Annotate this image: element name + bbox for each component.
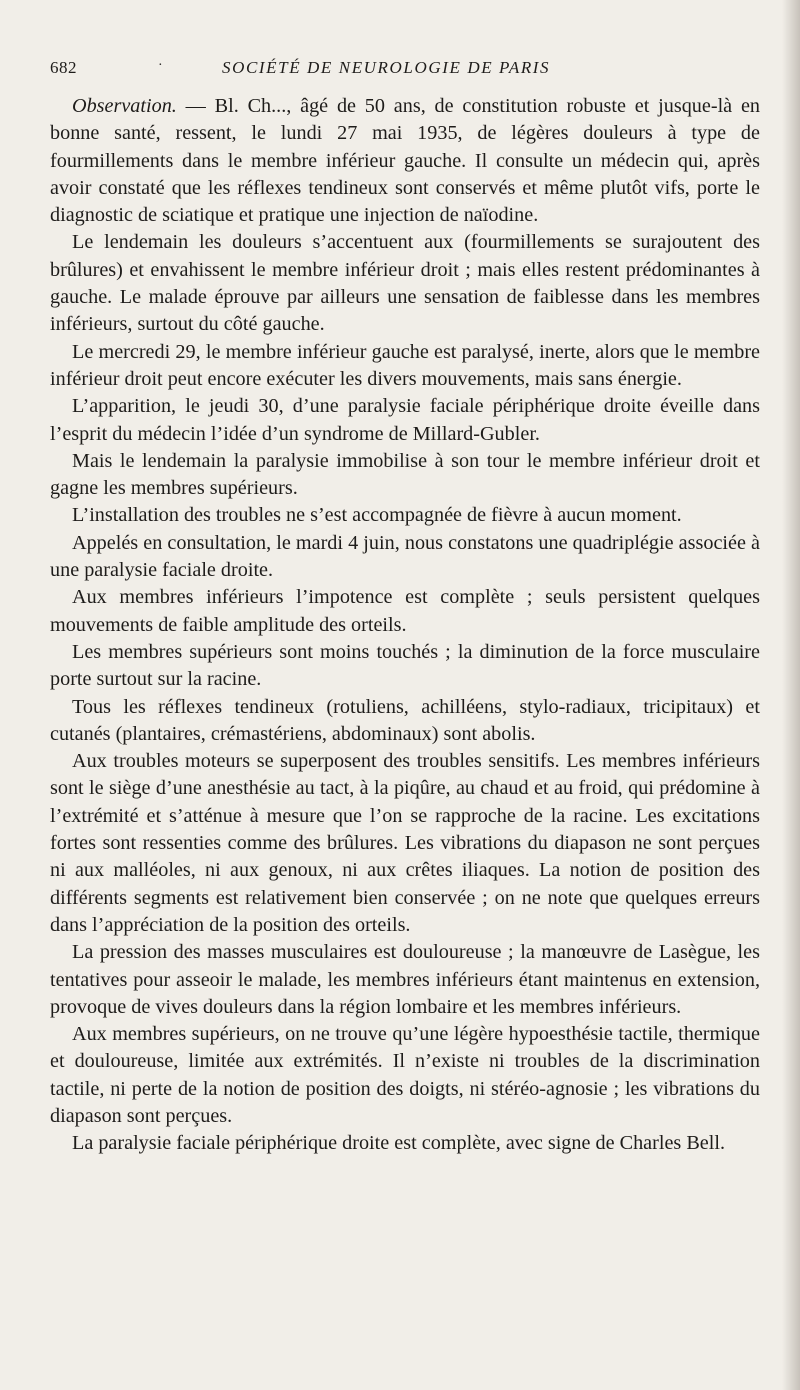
paragraph [50, 339, 760, 394]
paragraph [50, 584, 760, 639]
paragraph [50, 393, 760, 448]
paragraph [50, 748, 760, 939]
paragraph-text: Aux membres supérieurs, on ne trouve qu’une légère hypoesthésie tactile, thermique et douloureuse, limitée aux extrémités. Il n’existe ni troubles de la discrimination tactile, ni perte de la notion de position des doigts, ni stéréo-agnosie ; les vibrations du diapason sont perçues. [50, 1023, 760, 1127]
paragraph-text: — Bl. Ch..., âgé de 50 ans, de constitution robuste et jusque-là en bonne santé, ressent, le lundi 27 mai 1935, de légères douleurs à type de fourmillements dans le membre inférieur gauche. Il consulte un médecin qui, après avoir constaté que les réflexes tendineux sont conservés et même plutôt vifs, porte le diagnostic de sciatique et pratique une injection de naïodine. [50, 95, 760, 227]
paragraph-text: Le mercredi 29, le membre inférieur gauche est paralysé, inerte, alors que le membre inférieur droit peut encore exécuter les divers mouvements, mais sans énergie. [50, 340, 760, 390]
paragraph-observation [50, 93, 760, 229]
paragraph-text: Aux troubles moteurs se superposent des troubles sensitifs. Les membres inférieurs sont le siège d’une anesthésie au tact, à la piqûre, au chaud et au froid, qui prédomine à l’extrémité et s’atténue à mesure que l’on se rapproche de la racine. Les excitations fortes sont ressenties comme des brûlures. Les vibrations du diapason ne sont perçues ni aux malléoles, ni aux genoux, ni aux crêtes iliaques. La notion de position des différents segments est relativement bien conservée ; on ne note que quelques erreurs dans l’appréciation de la position des orteils. [50, 750, 760, 936]
paragraph [50, 530, 760, 585]
paragraph-text: La pression des masses musculaires est douloureuse ; la manœuvre de Lasègue, les tentatives pour asseoir le malade, les membres inférieurs étant maintenus en extension, provoque de vives douleurs dans la région lombaire et les membres inférieurs. [50, 941, 760, 1018]
paragraph [50, 939, 760, 1021]
paragraph-text: Les membres supérieurs sont moins touchés ; la diminution de la force musculaire porte surtout sur la racine. [50, 640, 760, 691]
header-dot: · [158, 58, 163, 73]
running-head [50, 58, 760, 82]
paragraph-text: Mais le lendemain la paralysie immobilise à son tour le membre inférieur droit et gagne les membres supérieurs. [50, 449, 760, 500]
paragraph-text: Appelés en consultation, le mardi 4 juin, nous constatons une quadriplégie associée à une paralysie faciale droite. [50, 531, 760, 582]
observation-heading: Observation. [72, 95, 177, 117]
paragraph [50, 694, 760, 749]
paragraph [50, 1021, 760, 1130]
paragraph [50, 1130, 760, 1157]
paragraph [50, 502, 760, 529]
paragraph [50, 229, 760, 338]
body-text [50, 93, 760, 1158]
paragraph-text: L’apparition, le jeudi 30, d’une paralysie faciale périphérique droite éveille dans l’esprit du médecin l’idée d’un syndrome de Millard-Gubler. [50, 395, 760, 445]
running-title: SOCIÉTÉ DE NEUROLOGIE DE PARIS [222, 58, 551, 77]
paragraph-text: Tous les réflexes tendineux (rotuliens, achilléens, stylo-radiaux, tricipitaux) et cutanés (plantaires, crémastériens, abdominaux) sont abolis. [50, 695, 760, 745]
paragraph-text: L’installation des troubles ne s’est accompagnée de fièvre à aucun moment. [72, 504, 682, 527]
paragraph [50, 448, 760, 503]
paragraph-text: Aux membres inférieurs l’impotence est complète ; seuls persistent quelques mouvements de faible amplitude des orteils. [50, 586, 760, 636]
page-edge-shadow [782, 0, 800, 1390]
paragraph-text: Le lendemain les douleurs s’accentuent aux (fourmillements se surajoutent des brûlures) et envahissent le membre inférieur droit ; mais elles restent prédominantes à gauche. Le malade éprouve par ailleurs une sensation de faiblesse dans les membres inférieurs, surtout du côté gauche. [50, 231, 760, 336]
page-number: 682 [50, 58, 77, 77]
paragraph-text: La paralysie faciale périphérique droite est complète, avec signe de Charles Bell. [72, 1132, 726, 1155]
paragraph [50, 639, 760, 694]
